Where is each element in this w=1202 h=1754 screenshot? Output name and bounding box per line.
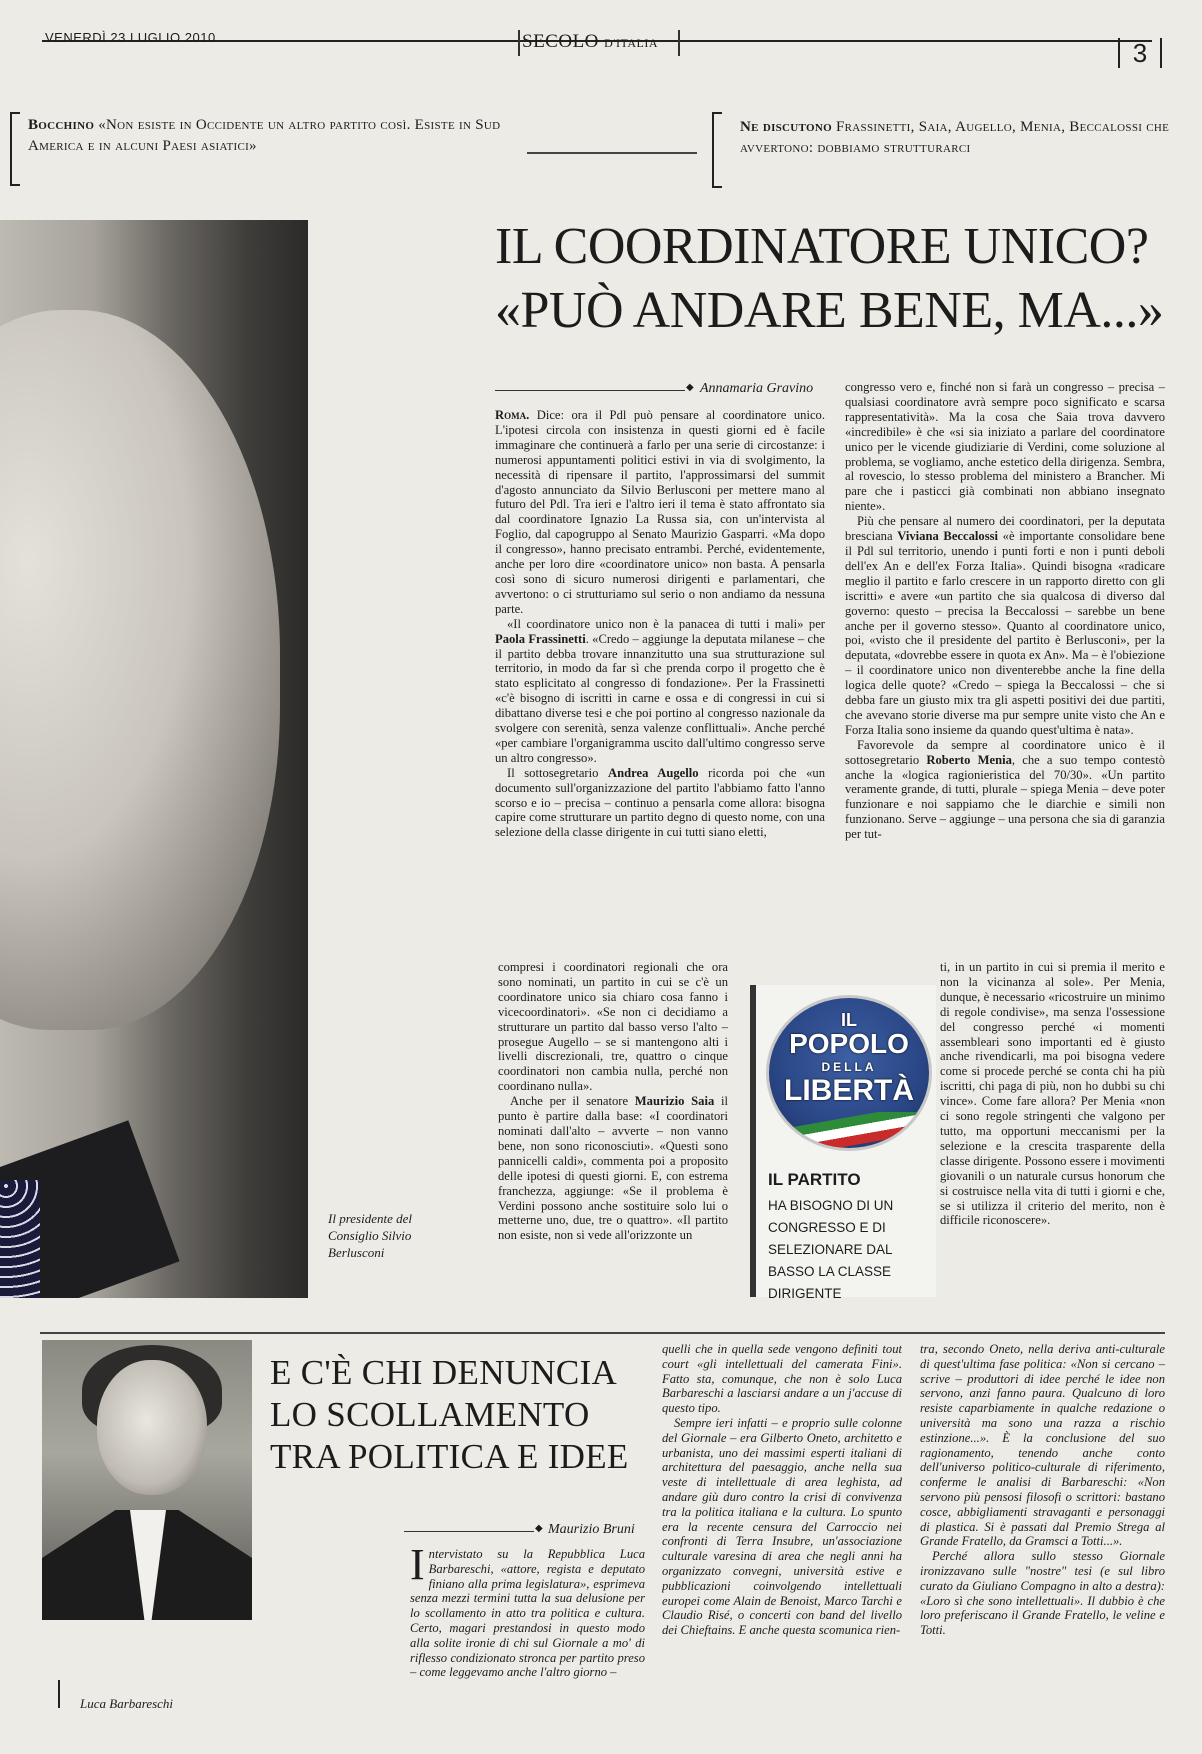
kicker-right-name: Ne discutono (740, 119, 832, 135)
paragraph (498, 1094, 728, 1243)
byline-diamond-icon-2: ◆ (535, 1523, 543, 1534)
paragraph (495, 766, 825, 841)
box-text: HA BISOGNO DI UN CONGRESSO E DI SELEZIONARE DAL BASSO LA CLASSE DIRIGENTE (768, 1198, 894, 1301)
byline-author-2: Maurizio Bruni (548, 1522, 635, 1537)
paragraph-text: ntervistato su la Repubblica Luca Barbareschi, «attore, regista e deputato finiano alla prima legislatura», esprimeva senza mezzi termini tutta la sua delusione per lo scollamento in atto tra politica e cultura. Certo, magari prestandosi in questo modo alla solite ironie di chi sul Giornale a mo' di riflesso condizionato stronca per partito preso – come leggevamo anche l'altro giorno – (410, 1547, 645, 1680)
issue-date: VENERDÌ 23 LUGLIO 2010 (45, 30, 216, 45)
logo-text-della: DELLA (821, 1060, 877, 1074)
section-divider (40, 1332, 1165, 1334)
kicker-left (28, 115, 528, 157)
paragraph: compresi i coordinatori regionali che ora sono nominati, un partito in cui se c'è un coordinatore unico sia chiaro cosa fanno i vicecoordinatori». «Se non ci decidiamo a strutturare un partito dal basso verso l'alto – prosegue Augello – se si mantengono alti i livelli discrezionali, tre, quattro o cinque coordinatori non cambia nulla, perché non coordinano nulla». (498, 960, 728, 1094)
paragraph-text: Il sottosegretario (507, 765, 609, 780)
newspaper-name-small: D'ITALIA (604, 36, 659, 50)
byline-author: Annamaria Gravino (700, 381, 814, 396)
paragraph-text: Dice: ora il Pdl può pensare al coordinatore unico. L'ipotesi circola con insistenza in questi giorni ed è facile immaginare che continuerà a farlo per una serie di circostanze: i numerosi appuntamenti politici estivi in via di svolgimento, la necessità di ripensare il partito, l'approssimarsi del summit d'agosto annunciato da Silvio Berlusconi per mettere mano al futuro del Pdl. Tra ieri e l'altro ieri il tema è stato affrontato sia dal coordinatore Ignazio La Russa sia, con un'intervista al Foglio, dal capogruppo al Senato Maurizio Gasparri. «Ma dopo il congresso», hanno precisato entrambi. Perché, evidentemente, anche per loro dire «coordinatore unico» non basta. A pensarla così sono di sicuro numerosi dirigenti e parlamentari, che avvertono: o ci strutturiamo sul serio o non andiamo da nessuna parte. (495, 408, 825, 616)
kicker-left-text: «Non esiste in Occidente un altro partito così. Esiste in Sud America e in alcuni Paesi asiatici» (28, 117, 501, 154)
paragraph: Perché allora sullo stesso Giornale ironizzavano sulle "nostre" tesi (e sul libro curato da Giuliano Compagno in alto a destra): «Loro sì che sono intellettuali». Il dubbio è che loro preferiscano il Grande Fratello, le veline e Totti. (920, 1549, 1165, 1638)
photo-caption: Il presidente del Consiglio Silvio Berlusconi (328, 1211, 412, 1260)
person-name: Maurizio Saia (634, 1094, 715, 1109)
paragraph (845, 514, 1165, 738)
newspaper-name-main: SECOLO (522, 31, 599, 52)
logo-text-il: IL (841, 1010, 857, 1030)
person-name: Paola Frassinetti (495, 631, 586, 646)
paragraph: Sempre ieri infatti – e proprio sulle colonne del Giornale – era Gilberto Oneto, architetto e urbanista, uno dei massimi esperti italiani di architettura del paesaggio, anche nella sua veste di intellettuale di area leghista, ad andare giù duro contro la crisi di convivenza tra la politica italiana e la cultura. Lo spunto era la recente censura del Carroccio nei confronti di Terra Insubre, un'associazione culturale varesina di area che negli anni ha organizzato convegni, università estive e pubblicazioni coinvolgendo intellettuali europei come Alain de Benoist, Marco Tarchi e Claudio Risé, o concerti con band del livello dei Chieftains. E anche questa scomunica rien- (662, 1415, 902, 1638)
headline-line-2: «PUÒ ANDARE BENE, MA...» (495, 282, 1164, 339)
paragraph-text: «è importante consolidare bene il Pdl sul territorio, unendo i punti forti e non i punti deboli dell'ex An e dell'ex Forza Italia». Quindi bisogna «radicare meglio il partito e farlo crescere in un rapporto diretto con gli iscritti» e avere «un partito che sia qualcosa di diverso dal governo: questo – precisa la Beccalossi – sarebbe un bene anche per il governo stesso». Quanto al coordinatore unico, poi, «visto che il presidente del partito è Berlusconi», per la deputata, «dovrebbe essere in quota ex An». Ma – è l'obiezione – il coordinatore unico non diventerebbe anche la fine della logica delle quote? «Credo – spiega la Beccalossi – che si debba fare un giusto mix tra gli aspetti positivi dei due partiti, che avevano storie diverse ma pur sempre unite visto che An e Forza Italia sono insieme da quando quest'ultima è nata». (845, 529, 1165, 737)
paragraph: tra, secondo Oneto, nella deriva anti-culturale di quest'ultima fase politica: «Non si cercano – scrive – produttori di idee perché le idee non servono, anzi fanno paura. Qualcuno di loro resiste caparbiamente in qualche redazione o università ma sono una razza a rischio estinzione...». È la conclusione del suo ragionamento, tenendo anche conto dell'universo politico-culturale di riferimento, conferme le analisi di Barbareschi: «Non servono più pensosi filosofi o scrittori: bastano cosce, abbigliamenti stravaganti e personaggi di plastica. Si è passati dal Premio Strega al Grande Fratello, da Gramsci a Totti...». (920, 1342, 1165, 1549)
paragraph (410, 1547, 645, 1680)
masthead-divider-right (678, 30, 680, 56)
newspaper-name (522, 31, 658, 53)
kicker-left-bracket (10, 112, 20, 186)
paragraph: quelli che in quella sede vengono definiti tout court «gli intellettuali del camerata Fini». Fatto sta, comunque, che non è solo Luca Barbareschi a lasciarsi andare a un j'accuse di questo tipo. (662, 1342, 902, 1416)
paragraph-text: Più che pensare al numero dei coordinatori, per la deputata bresciana (845, 514, 1165, 544)
paragraph-text: ricorda poi che «un documento sull'organizzazione del partito l'abbiamo fatto l'anno scorso e io – precisa – continuo a pensarla come allora: bisogna capire come strutturare un partito degno di questo nome, con una selezione della classe dirigente in cui tutti siano eletti, (495, 765, 825, 840)
logo-flag-stripes (769, 1112, 929, 1148)
caption-rule (58, 1680, 60, 1708)
page-number: 3 (1118, 38, 1162, 68)
article-column-4 (940, 960, 1165, 1295)
second-article-column-2 (662, 1342, 902, 1747)
kicker-right-bracket (712, 112, 722, 188)
article-column-3 (498, 960, 728, 1300)
main-headline (495, 215, 1175, 343)
drop-cap: I (410, 1547, 425, 1589)
box-title: IL PARTITO (768, 1170, 861, 1189)
byline-rule (495, 390, 685, 391)
photo-caption-barbareschi: Luca Barbareschi (80, 1696, 174, 1711)
paragraph-text: il punto è partire dalla base: «I coordinatori nominati dall'alto – avverte – non vanno bene, non sono riconosciuti». «Questi sono pannicelli caldi», commenta poi a proposito delle ipotesi di questi giorni. E, con estrema franchezza, aggiunge: «Se il problema è Verdini possono anche sostituire solo lui o metterne uno, due, tre o quattro». «Il partito non esiste, non si vede all'orizzonte un (498, 1094, 728, 1243)
second-article-column-1 (410, 1547, 645, 1747)
berlusconi-photo (0, 220, 308, 1298)
pdl-logo (766, 995, 932, 1151)
photo-face-shape (97, 1360, 207, 1495)
byline-rule-2 (404, 1531, 534, 1532)
paragraph: ti, in un partito in cui si premia il merito e non la vicinanza al sole». Per Menia, dunque, è necessario «ricostruire un minimo di regole condivise», ma senza l'ossessione del congresso perché «i momenti assembleari sono importanti ed è giusto anche rivendicarli, ma poi bisogna vedere come si procede perché se conta chi ha più iscritti, chi paga di più, non ho dubbi su chi vince». Come fare allora? Per Menia «non ci sono regole stringenti che valgono per tutto, ma opportuni meccanismi per la selezione e la crescita trasparente della classe dirigente. Possono essere i movimenti giovanili o un naturale cursus honorum che si costruisce nella vita di tutti i giorni e che, se si utilizza il criterio del merito, non è difficile riconoscere». (940, 960, 1165, 1228)
party-logo-box (750, 985, 936, 1301)
dateline: Roma. (495, 408, 530, 422)
person-name: Viviana Beccalossi (897, 529, 998, 544)
paragraph (495, 408, 825, 617)
kicker-left-name: Bocchino (28, 117, 95, 133)
byline-diamond-icon: ◆ (686, 382, 694, 393)
article-column-2 (845, 380, 1165, 960)
second-headline: E C'È CHI DENUNCIA LO SCOLLAMENTO TRA POLITICA E IDEE (270, 1353, 629, 1476)
person-name: Andrea Augello (608, 765, 699, 780)
paragraph-text: Favorevole da sempre al coordinatore unico è il sottosegretario (845, 737, 1165, 767)
paragraph (495, 617, 825, 766)
photo-tie-shape (0, 1180, 40, 1298)
barbareschi-photo (42, 1340, 252, 1620)
kicker-right (740, 117, 1170, 159)
photo-head-shape (0, 310, 280, 1030)
paragraph-text: , che a suo tempo contestò anche la «logica ragionieristica del 70/30». «Un partito veramente grande, di tutti, plurale – spiega Menia – deve poter funzionare e noi sappiamo che le diarchie e simili non funzionano. Serve – aggiunge – una persona che sia di garanzia per tut- (845, 752, 1165, 842)
paragraph-text: . «Credo – aggiunge la deputata milanese – che il partito debba trovare innanzitutto una sua strutturazione sul territorio, in modo da far sì che prenda corpo il progetto che è stato esplicitato al congresso di fondazione». Per la Frassinetti «c'è bisogno di iscritti in carne e ossa e di congressi in cui si dibattano diverse tesi e che poi portino al congresso nazionale da svolgere con serenità, senza valenze conflittuali». Anche perché «per cambiare l'organigramma uscito dall'ultimo congresso serve un altro congresso». (495, 631, 825, 765)
kicker-right-text: Frassinetti, Saia, Augello, Menia, Beccalossi che avvertono: dobbiamo strutturarci (740, 119, 1170, 156)
kicker-rule (527, 152, 697, 154)
paragraph: congresso vero e, finché non si farà un congresso – precisa – qualsiasi coordinatore avrà sempre poco significato e scarsa rappresentatività». Ma la cosa che Saia trova davvero «incredibile» è che «si sia iniziato a parlare del coordinatore unico per le vicende giudiziarie di Verdini, come soluzione al problema, se vogliamo, anche estetico della dirigenza. Sembra, al rovescio, lo stesso problema del ministero a Brancher. Mi pare che i pasticci già combinati non abbiano insegnato niente». (845, 380, 1165, 514)
paragraph-text: Anche per il senatore (510, 1094, 635, 1109)
paragraph-text: «Il coordinatore unico non è la panacea di tutti i mali» per (507, 616, 825, 631)
second-article-column-3 (920, 1342, 1165, 1747)
logo-text-popolo: POPOLO (789, 1028, 909, 1059)
headline-line-1: IL COORDINATORE UNICO? (495, 218, 1149, 275)
paragraph (845, 738, 1165, 842)
logo-text-liberta: LIBERTÀ (784, 1074, 914, 1107)
masthead-divider (518, 30, 520, 56)
person-name: Roberto Menia (926, 752, 1012, 767)
